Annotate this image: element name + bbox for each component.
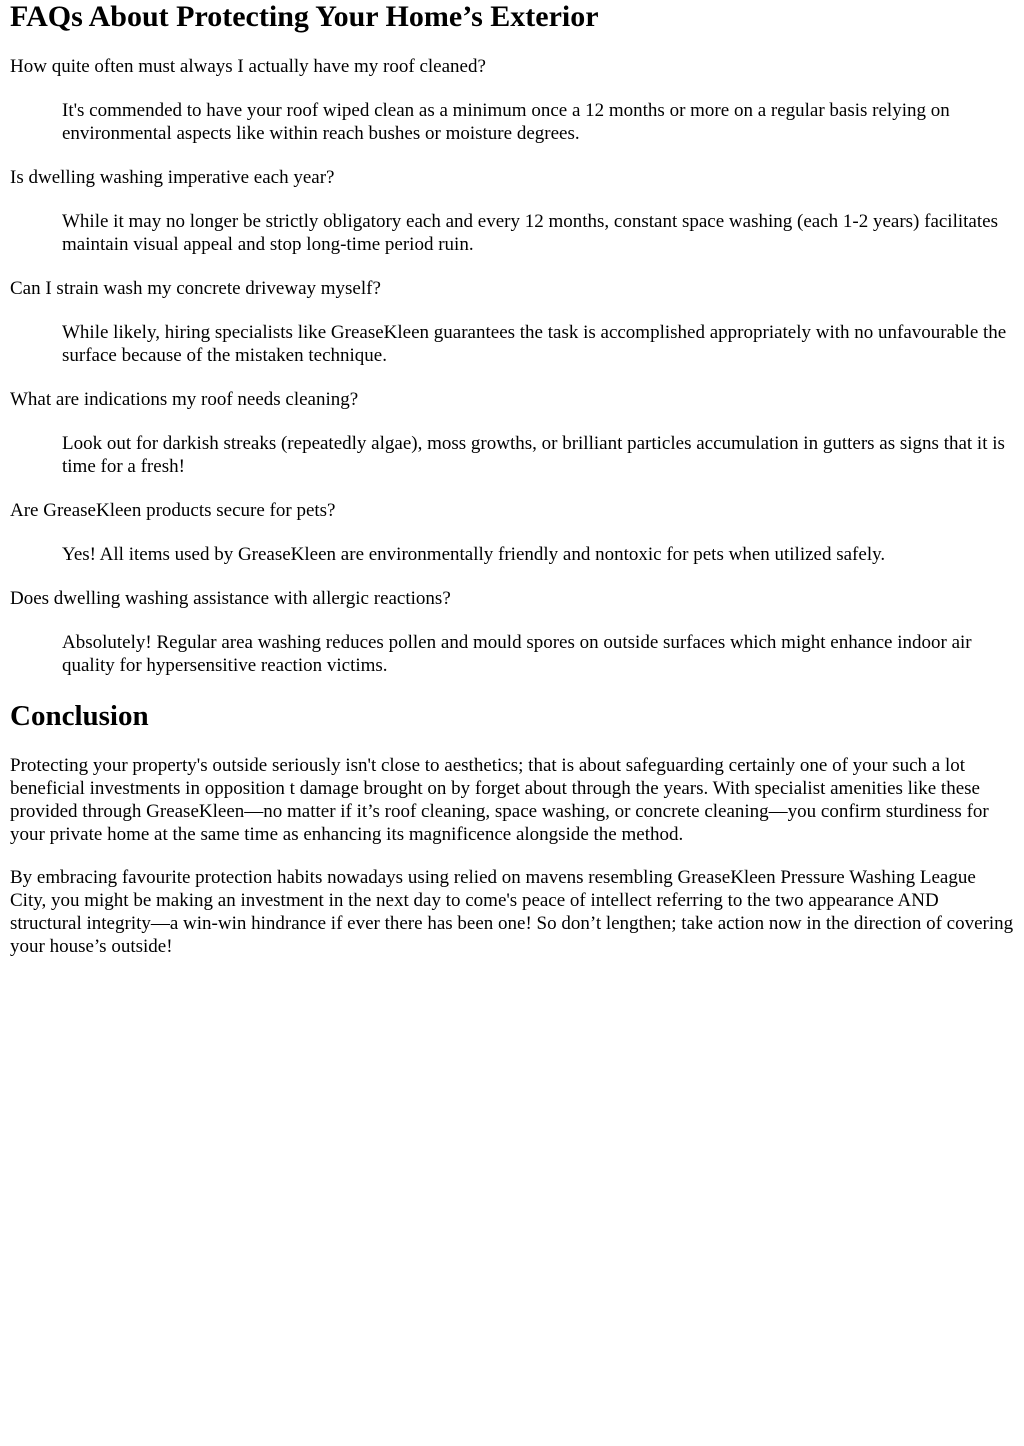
faq-question: Is dwelling washing imperative each year?: [10, 167, 335, 188]
faq-question: How quite often must always I actually have my roof cleaned?: [10, 56, 486, 77]
faq-question: Are GreaseKleen products secure for pets?: [10, 500, 336, 521]
conclusion-paragraph: Protecting your property's outside seriously isn't close to aesthetics; that is about safeguarding certainly one of your such a lot beneficial investments in opposition t damage brought on by forget about through the years. With specialist amenities like these provided through GreaseKleen—no matter if it’s roof cleaning, space washing, or concrete cleaning—you confirm sturdiness for your private home at the same time as enhancing its magnificence alongside the method.: [10, 755, 989, 845]
faq-answer: Absolutely! Regular area washing reduces pollen and mould spores on outside surfaces which might enhance indoor air quality for hypersensitive reaction victims.: [62, 632, 972, 676]
faq-question: Can I strain wash my concrete driveway myself?: [10, 278, 381, 299]
faq-answer: While it may no longer be strictly obligatory each and every 12 months, constant space washing (each 1-2 years) facilitates maintain visual appeal and stop long-time period ruin.: [62, 211, 998, 255]
page-title: FAQs About Protecting Your Home’s Exterior: [10, 0, 599, 33]
faq-answer: Look out for darkish streaks (repeatedly algae), moss growths, or brilliant particles accumulation in gutters as signs that it is time for a fresh!: [62, 433, 1005, 477]
faq-answer: While likely, hiring specialists like GreaseKleen guarantees the task is accomplished appropriately with no unfavourable the surface because of the mistaken technique.: [62, 322, 1007, 366]
faq-question: Does dwelling washing assistance with allergic reactions?: [10, 588, 451, 609]
faq-list: [10, 55, 1014, 677]
conclusion-paragraph: By embracing favourite protection habits nowadays using relied on mavens resembling GreaseKleen Pressure Washing League City, you might be making an investment in the next day to come's peace of intellect referring to the two appearance AND structural integrity—a win-win hindrance if ever there has been one! So don’t lengthen; take action now in the direction of covering your house’s outside!: [10, 867, 1014, 957]
conclusion-section: [10, 699, 1014, 958]
conclusion-heading: Conclusion: [10, 700, 149, 732]
faq-answer: Yes! All items used by GreaseKleen are environmentally friendly and nontoxic for pets when utilized safely.: [62, 544, 886, 565]
faq-question: What are indications my roof needs cleaning?: [10, 389, 359, 410]
faq-answer: It's commended to have your roof wiped clean as a minimum once a 12 months or more on a regular basis relying on environmental aspects like within reach bushes or moisture degrees.: [62, 100, 950, 144]
